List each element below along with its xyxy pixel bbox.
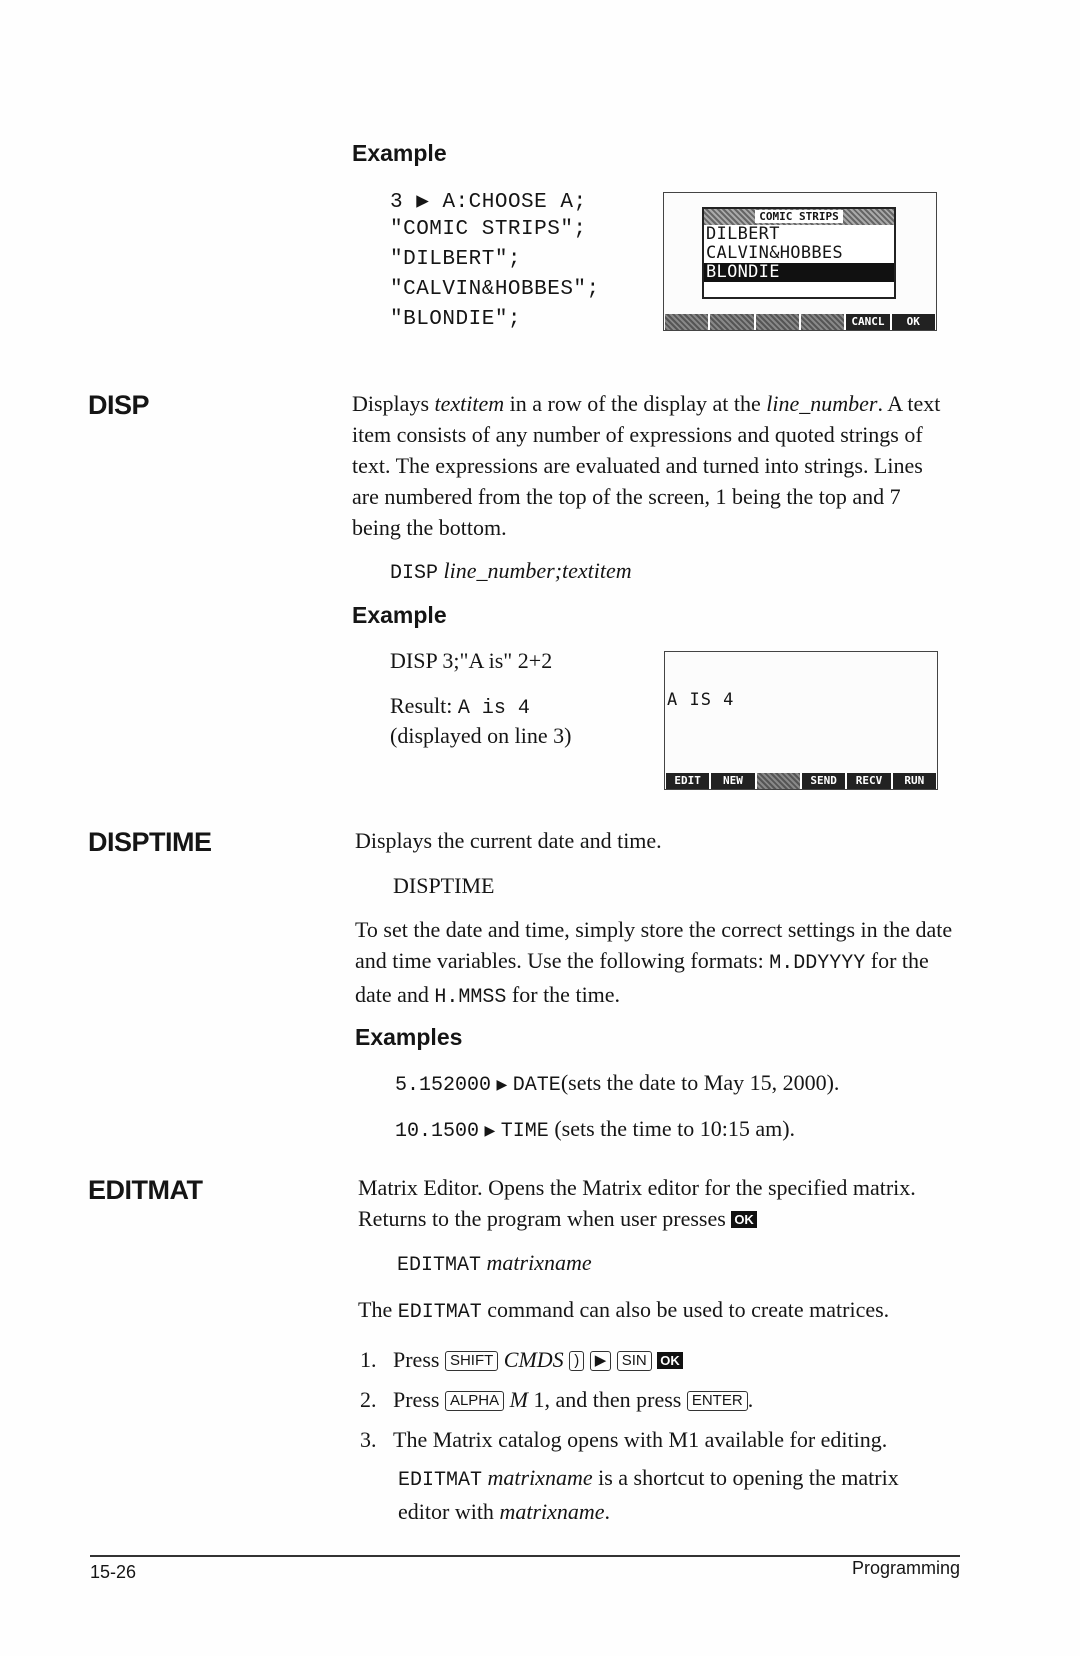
ok-softkey-icon: OK xyxy=(657,1352,683,1369)
softkey-blank xyxy=(665,314,708,330)
disp-title: DISP xyxy=(88,390,150,420)
disptime-examples-heading: Examples xyxy=(355,1024,463,1050)
sin-key-icon: SIN xyxy=(617,1351,652,1371)
choose-item-blondie: BLONDIE xyxy=(704,263,894,282)
softkey-send: SEND xyxy=(802,773,845,789)
footer-rule xyxy=(90,1555,960,1557)
choose-calculator-screen xyxy=(663,192,937,331)
choose-box xyxy=(702,207,896,299)
editmat-description: Matrix Editor. Opens the Matrix editor for the specified matrix. Returns to the program when user presses OK xyxy=(358,1175,916,1231)
choose-code-line: "CALVIN&HOBBES"; xyxy=(390,278,600,301)
disp-calculator-screen xyxy=(664,651,938,790)
choose-item-calvin-hobbes: CALVIN&HOBBES xyxy=(706,243,843,263)
disptime-syntax: DISPTIME xyxy=(393,873,495,898)
choose-code-line: 3 ▶ A:CHOOSE A; xyxy=(390,191,587,214)
choose-code-line: "DILBERT"; xyxy=(390,248,522,271)
softkey-run: RUN xyxy=(893,773,936,789)
softkey-blank xyxy=(710,314,753,330)
right-arrow-key-icon: ▶ xyxy=(590,1351,612,1371)
disp-example-heading: Example xyxy=(352,602,447,628)
disp-description: Displays textitem in a row of the display at the line_number. A text item consists of any number of expressions and quoted strings of text. The expressions are evaluated and turned into strings. Lines are numbered from the top of the screen, 1 being the top and 7 being the bottom. xyxy=(352,391,941,540)
editmat-note: EDITMAT matrixname is a shortcut to opening the matrix editor with matrixname. xyxy=(398,1465,899,1524)
editmat-step-3: 3. The Matrix catalog opens with M1 available for editing. xyxy=(360,1427,888,1452)
editmat-title: EDITMAT xyxy=(88,1175,203,1205)
shift-key-icon: SHIFT xyxy=(445,1351,498,1371)
choose-code-block xyxy=(390,188,600,338)
footer-page-number: 15-26 xyxy=(90,1562,137,1582)
disp-result: Result: A is 4 xyxy=(390,693,530,720)
softkey-ok: OK xyxy=(892,314,935,330)
editmat-step-1: 1. Press SHIFT CMDS ) ▶ SIN OK xyxy=(360,1344,683,1375)
enter-key-icon: ENTER xyxy=(687,1391,748,1411)
footer-chapter: Programming xyxy=(851,1558,960,1578)
choose-code-line: "COMIC STRIPS"; xyxy=(390,218,587,241)
disptime-example-time: 10.1500 ▶ TIME (sets the time to 10:15 am). xyxy=(395,1116,796,1143)
disp-menu-bar xyxy=(665,773,937,789)
choose-item-dilbert: DILBERT xyxy=(706,224,780,244)
softkey-blank xyxy=(757,773,800,789)
disptime-title: DISPTIME xyxy=(88,827,212,857)
choose-menu-bar xyxy=(664,314,936,330)
softkey-cancel: CANCL xyxy=(846,314,889,330)
softkey-edit: EDIT xyxy=(666,773,709,789)
ok-softkey-icon: OK xyxy=(731,1211,757,1228)
softkey-recv: RECV xyxy=(847,773,890,789)
disptime-paragraph: To set the date and time, simply store the correct settings in the date and time variables. Use the following formats: M.DDYYYY for the date and H.MMSS for the time. xyxy=(355,917,953,1009)
choose-example-heading: Example xyxy=(352,140,447,166)
disp-syntax: DISP line_number;textitem xyxy=(390,558,632,585)
choose-code-line: "BLONDIE"; xyxy=(390,308,522,331)
editmat-syntax: EDITMAT matrixname xyxy=(397,1250,592,1277)
alpha-key-icon: ALPHA xyxy=(445,1391,504,1411)
choose-box-title: COMIC STRIPS xyxy=(704,209,894,225)
paren-key-icon: ) xyxy=(569,1351,584,1371)
disptime-description: Displays the current date and time. xyxy=(355,828,662,853)
store-arrow-icon: ▶ xyxy=(484,1124,496,1139)
disp-screen-line: A IS 4 xyxy=(667,690,735,710)
disp-result-note: (displayed on line 3) xyxy=(390,723,572,748)
editmat-paragraph: The EDITMAT command can also be used to create matrices. xyxy=(358,1297,890,1324)
softkey-new: NEW xyxy=(711,773,754,789)
editmat-step-2: 2. Press ALPHA M 1, and then press ENTER . xyxy=(360,1387,754,1412)
softkey-blank xyxy=(801,314,844,330)
disptime-example-date: 5.152000 ▶ DATE(sets the date to May 15, 2000). xyxy=(395,1070,840,1097)
store-arrow-icon: ▶ xyxy=(496,1078,508,1093)
disp-example-code: DISP 3;"A is" 2+2 xyxy=(390,648,553,673)
softkey-blank xyxy=(756,314,799,330)
